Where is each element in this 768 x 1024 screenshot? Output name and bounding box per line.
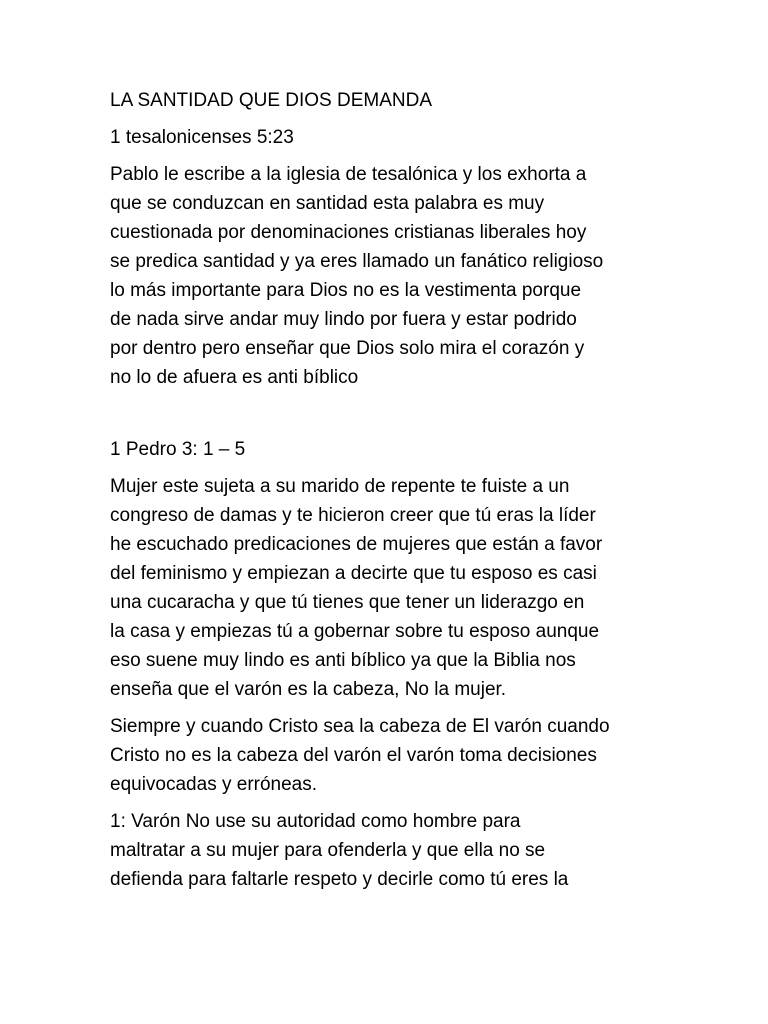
document-title: LA SANTIDAD QUE DIOS DEMANDA [110, 90, 433, 111]
paragraph-cristo-cabeza: Siempre y cuando Cristo sea la cabeza de El varón cuando Cristo no es la cabeza del varón el varón toma decisiones equivocadas y erróneas. [110, 716, 610, 795]
bible-reference-pedro: 1 Pedro 3: 1 – 5 [110, 439, 246, 460]
bible-reference-tesalonicenses: 1 tesalonicenses 5:23 [110, 127, 294, 148]
paragraph-varon: 1: Varón No use su autoridad como hombre para maltratar a su mujer para ofenderla y que ella no se defienda para faltarle respeto y decirle como tú eres la [110, 811, 569, 890]
paragraph-gap [110, 400, 670, 435]
document-page [110, 86, 670, 902]
paragraph-santidad: Pablo le escribe a la iglesia de tesalónica y los exhorta a que se conduzcan en santidad esta palabra es muy cuestionada por denominaciones cristianas liberales hoy se predica santidad y ya eres llamado un fanático religioso lo más importante para Dios no es la vestimenta porque de nada sirve andar muy lindo por fuera y estar podrido por dentro pero enseñar que Dios solo mira el corazón y no lo de afuera es anti bíblico [110, 164, 604, 388]
paragraph-mujer: Mujer este sujeta a su marido de repente te fuiste a un congreso de damas y te hicieron creer que tú eras la líder he escuchado predicaciones de mujeres que están a favor del feminismo y empiezan a decirte que tu esposo es casi una cucaracha y que tú tienes que tener un liderazgo en la casa y empiezas tú a gobernar sobre tu esposo aunque eso suene muy lindo es anti bíblico ya que la Biblia nos enseña que el varón es la cabeza, No la mujer. [110, 476, 603, 700]
